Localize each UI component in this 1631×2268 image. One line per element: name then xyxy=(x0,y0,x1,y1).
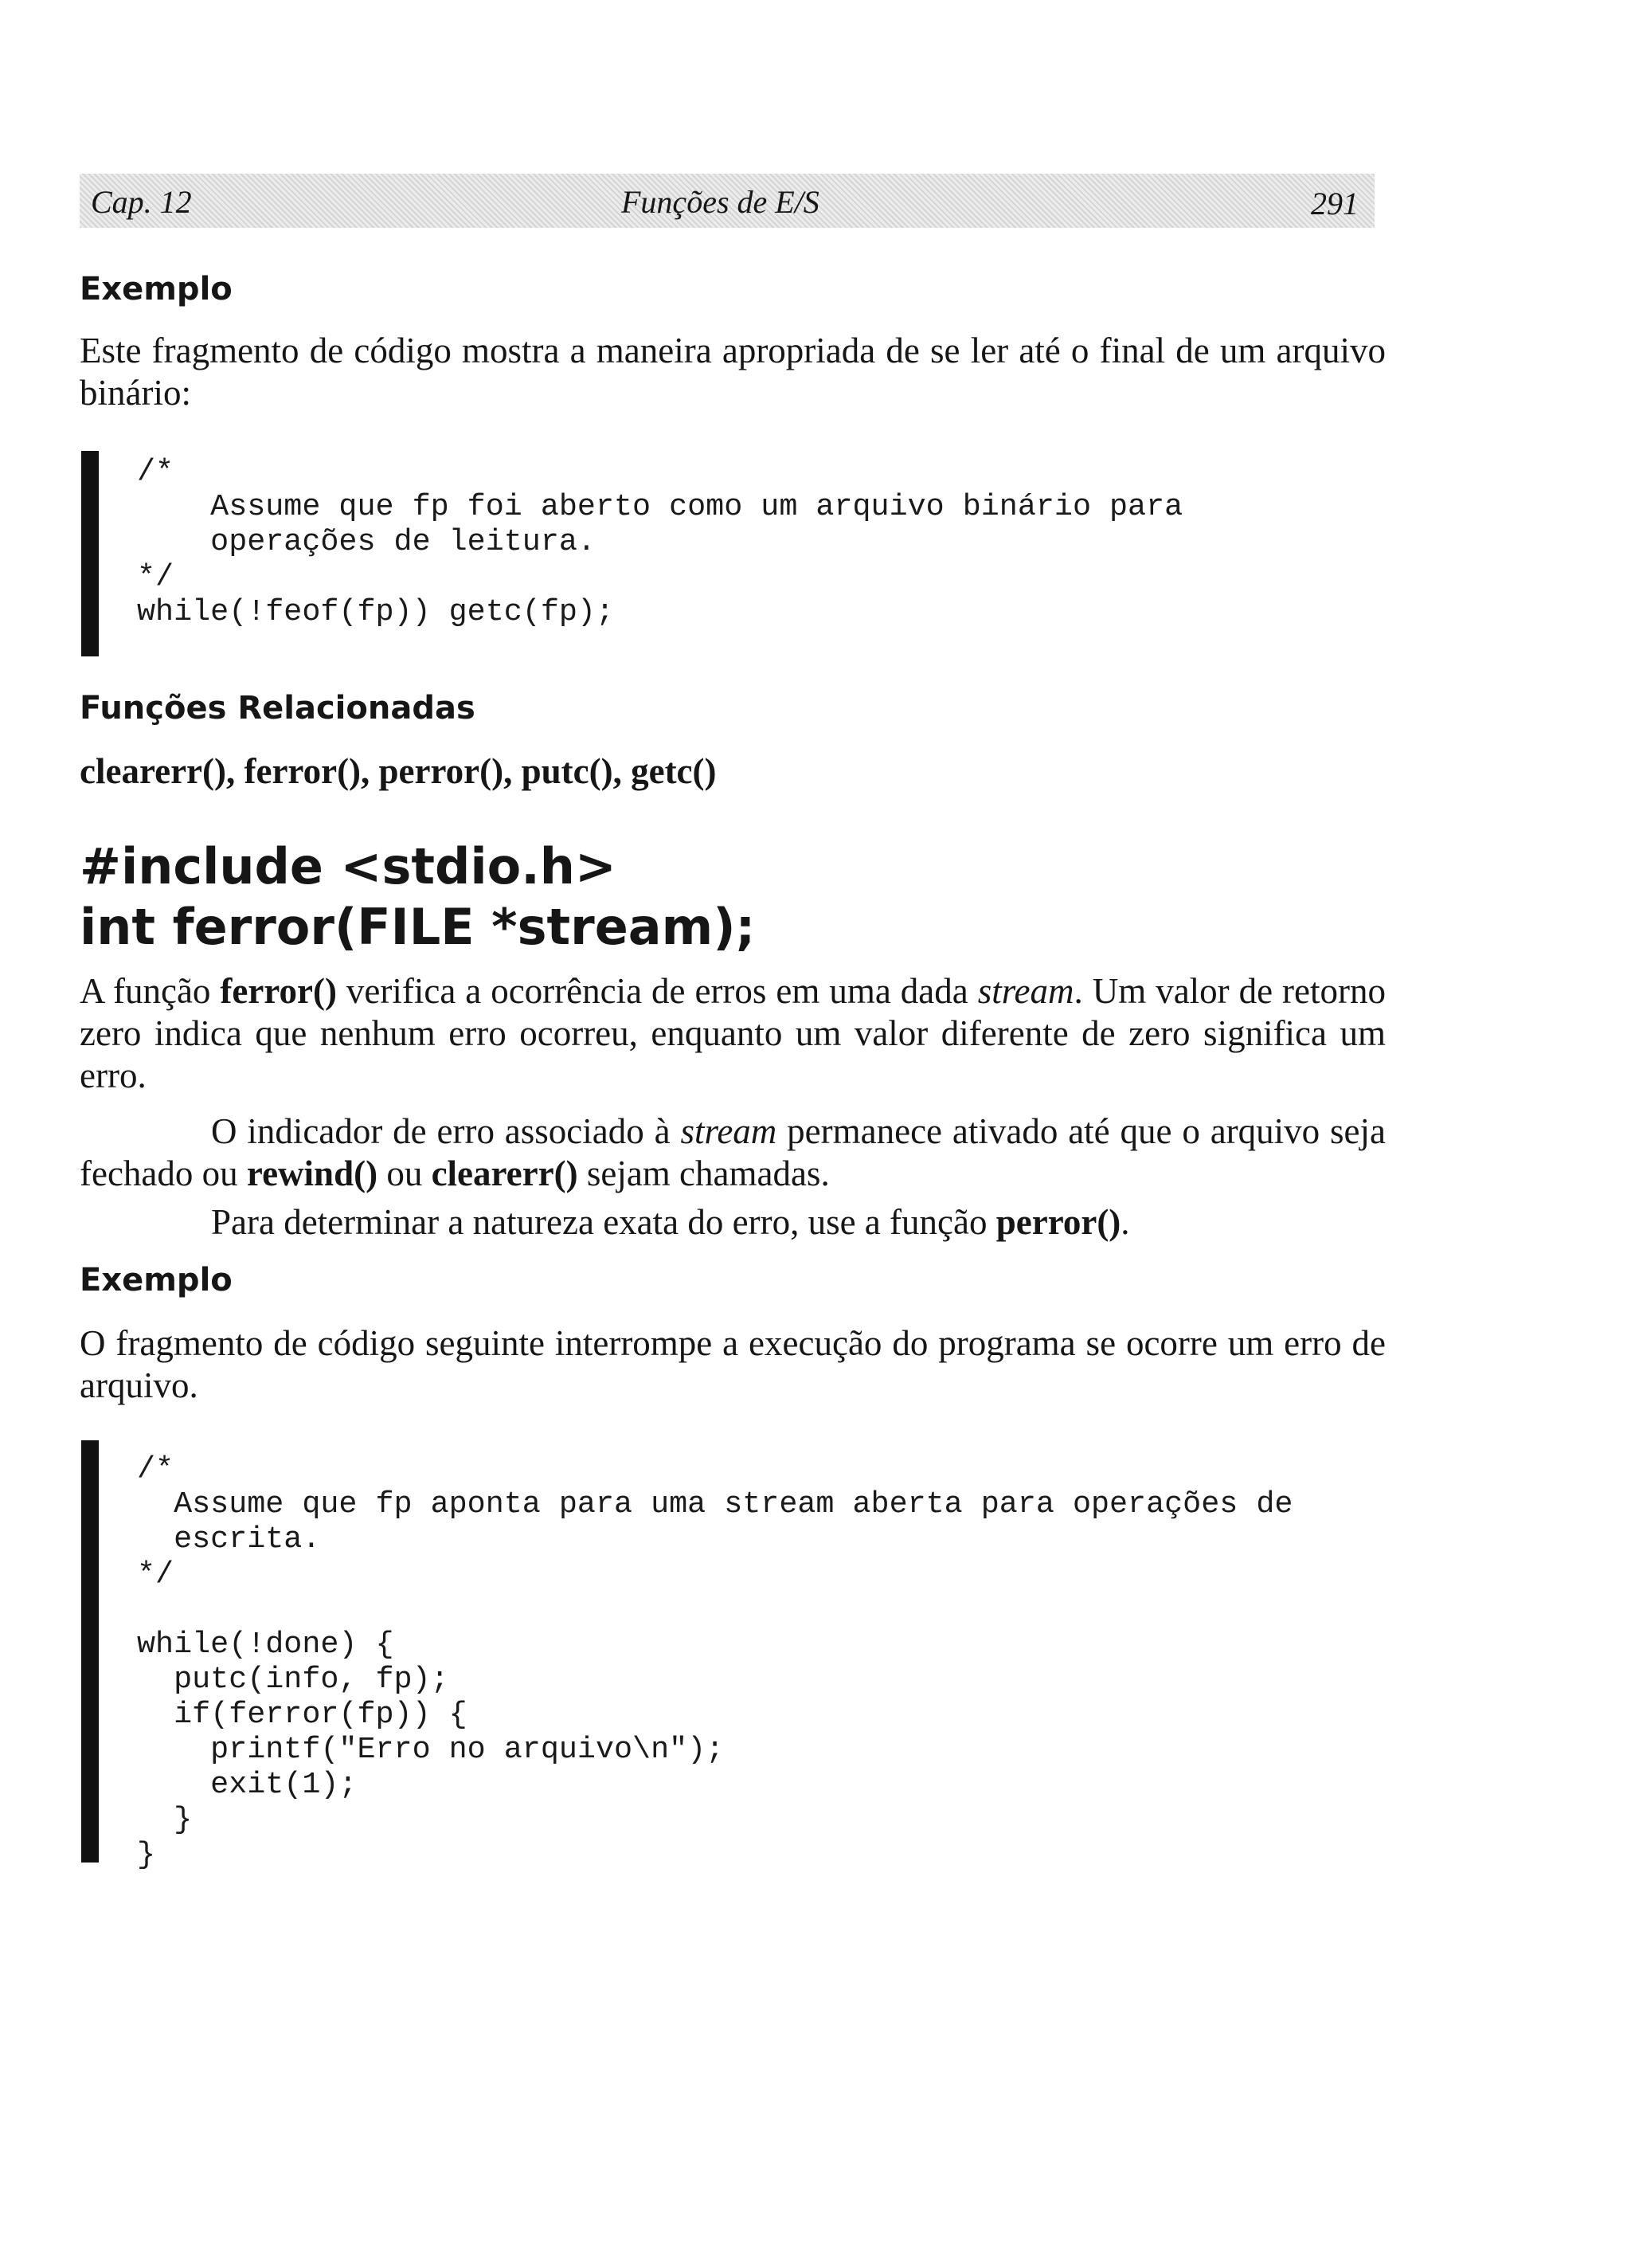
code-block-bar xyxy=(81,1440,99,1863)
description-paragraph: A função ferror() verifica a ocorrência de erros em uma dada stream. Um valor de retorno zero indica que nenhum erro ocorreu, enquanto um valor diferente de zero significa um erro. xyxy=(80,971,1387,1095)
function-name: rewind() xyxy=(246,1154,378,1193)
term-stream: stream xyxy=(680,1111,777,1151)
code-block-bar xyxy=(81,451,99,656)
term-stream: stream xyxy=(977,971,1074,1011)
function-name: clearerr() xyxy=(431,1154,578,1193)
chapter-label: Cap. 12 xyxy=(91,184,192,220)
example-heading: Exemplo xyxy=(80,1262,233,1299)
description-paragraph: O indicador de erro associado à stream permanece ativado até que o arquivo seja fechado ou rewind() ou clearerr() sejam chamadas. xyxy=(80,1111,1386,1193)
function-prototype: int ferror(FILE *stream); xyxy=(80,898,756,956)
function-name: perror() xyxy=(995,1202,1121,1242)
code-block: /* Assume que fp aponta para uma stream aberta para operações de escrita. */ while(!done) { putc(info, fp); if(ferror(fp)) { printf("Erro no arquivo\n"); exit(1); } } xyxy=(137,1451,1293,1872)
section-title: Funções de E/S xyxy=(621,184,819,220)
example-heading: Exemplo xyxy=(80,271,233,307)
example-description: Este fragmento de código mostra a maneira apropriada de se ler até o final de um arquivo binário: xyxy=(80,331,1386,413)
function-name: ferror() xyxy=(220,971,337,1011)
description-paragraph: Para determinar a natureza exata do erro, use a função perror(). xyxy=(211,1202,1130,1242)
example-description: O fragmento de código seguinte interrompe a execução do programa se ocorre um erro de arquivo. xyxy=(80,1323,1386,1405)
include-directive: #include <stdio.h> xyxy=(80,837,616,895)
related-functions-heading: Funções Relacionadas xyxy=(80,690,475,727)
page-number: 291 xyxy=(1311,186,1359,221)
code-block: /* Assume que fp foi aberto como um arquivo binário para operações de leitura. */ while(!feof(fp)) getc(fp); xyxy=(137,454,1183,629)
running-header xyxy=(80,174,1375,228)
related-functions-list: clearerr(), ferror(), perror(), putc(), getc() xyxy=(80,751,717,791)
